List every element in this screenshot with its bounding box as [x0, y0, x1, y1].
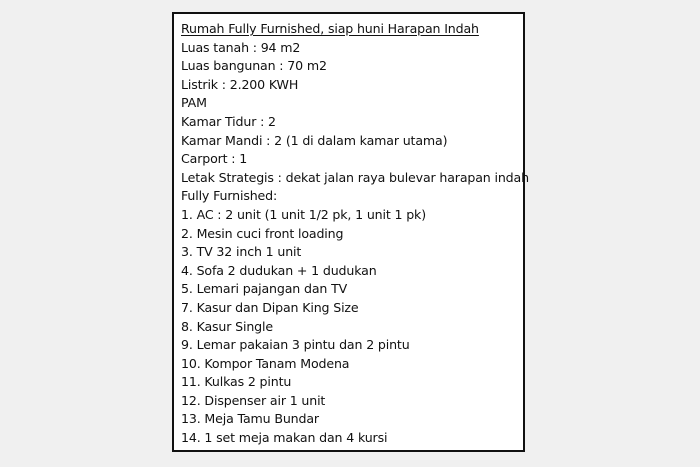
- detail-building-area: Luas bangunan : 70 m2: [181, 58, 327, 74]
- furnishing-item: 4. Sofa 2 dudukan + 1 dudukan: [181, 262, 377, 278]
- detail-land-area: Luas tanah : 94 m2: [181, 39, 301, 55]
- furnishing-item: 11. Kulkas 2 pintu: [181, 374, 292, 390]
- furnishing-item: 13. Meja Tamu Bundar: [181, 411, 319, 427]
- furnished-heading: Fully Furnished:: [181, 188, 278, 204]
- furnishing-item: 7. Kasur dan Dipan King Size: [181, 299, 359, 315]
- furnishing-item: 1. AC : 2 unit (1 unit 1/2 pk, 1 unit 1 pk): [181, 206, 426, 222]
- detail-carport: Carport : 1: [181, 151, 248, 167]
- detail-bedrooms: Kamar Tidur : 2: [181, 113, 276, 129]
- document-title: Rumah Fully Furnished, siap huni Harapan Indah: [181, 21, 479, 36]
- furnishing-item: 5. Lemari pajangan dan TV: [181, 281, 348, 297]
- listing-document: [172, 12, 529, 452]
- furnishing-item: 8. Kasur Single: [181, 318, 273, 334]
- detail-location: Letak Strategis : dekat jalan raya bulevar harapan indah: [181, 169, 529, 185]
- furnishing-item: 2. Mesin cuci front loading: [181, 225, 344, 241]
- furnishing-item: 9. Lemar pakaian 3 pintu dan 2 pintu: [181, 337, 410, 353]
- detail-water: PAM: [181, 95, 207, 111]
- furnishing-item: 10. Kompor Tanam Modena: [181, 355, 350, 371]
- furnishing-item: 12. Dispenser air 1 unit: [181, 392, 326, 408]
- furnishing-item: 14. 1 set meja makan dan 4 kursi: [181, 430, 388, 446]
- detail-electricity: Listrik : 2.200 KWH: [181, 76, 299, 92]
- furnishing-item: 3. TV 32 inch 1 unit: [181, 244, 302, 260]
- detail-bathrooms: Kamar Mandi : 2 (1 di dalam kamar utama): [181, 132, 448, 148]
